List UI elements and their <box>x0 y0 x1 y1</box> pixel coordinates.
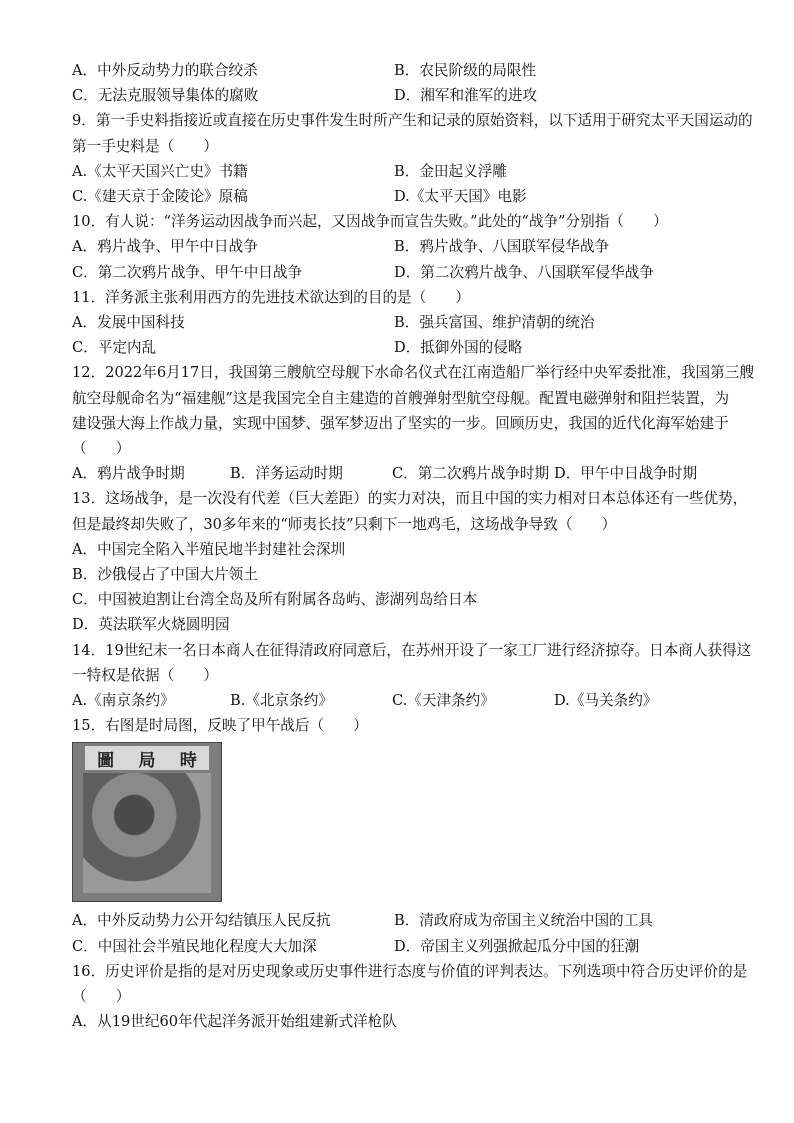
shijutu-figure <box>72 742 222 902</box>
q11-option-a[interactable]: A．发展中国科技 <box>72 314 185 332</box>
q12-stem-line3: 建设强大海上作战力量，实现中国梦、强军梦迈出了坚实的一步。回顾历史，我国的近代化海军始建于 <box>72 414 729 432</box>
q10-option-b[interactable]: B．鸦片战争、八国联军侵华战争 <box>394 238 610 256</box>
q8-options-row1 <box>72 58 726 83</box>
q13-option-a[interactable]: A．中国完全陷入半殖民地半封建社会深圳 <box>72 540 346 558</box>
q8-option-d[interactable]: D．湘军和淮军的进攻 <box>394 87 538 105</box>
q15-option-a[interactable]: A．中外反动势力公开勾结镇压人民反抗 <box>72 912 331 930</box>
q16-option-a[interactable]: A．从19世纪60年代起洋务派开始组建新式洋枪队 <box>72 1013 397 1031</box>
figure-map-image <box>83 773 211 893</box>
q9-option-a[interactable]: A.《太平天国兴亡史》书籍 <box>72 162 248 180</box>
q10-options-row2 <box>72 260 726 285</box>
q12-option-d[interactable]: D．甲午中日战争时期 <box>554 465 698 483</box>
exam-page <box>72 58 754 1035</box>
q8-option-b[interactable]: B．农民阶级的局限性 <box>394 62 537 79</box>
q14-stem-line1: 14．19世纪末一名日本商人在征得清政府同意后，在苏州开设了一家工厂进行经济掠夺。日本商人获得这 <box>72 641 752 659</box>
q11-options-row2 <box>72 335 726 360</box>
q9-options-row2 <box>72 184 726 209</box>
q10-option-a[interactable]: A．鸦片战争、甲午中日战争 <box>72 238 258 256</box>
q11-options-row1 <box>72 310 726 335</box>
q10-option-d[interactable]: D．第二次鸦片战争、八国联军侵华战争 <box>394 263 654 281</box>
q10-options-row1 <box>72 234 726 259</box>
q15-stem: 15．右图是时局图，反映了甲午战后（ ） <box>72 717 368 735</box>
q9-option-c[interactable]: C.《建天京于金陵论》原稿 <box>72 188 248 206</box>
q14-option-a[interactable]: A.《南京条约》 <box>72 692 175 710</box>
q13-stem-line1: 13．这场战争，是一次没有代差（巨大差距）的实力对决，而且中国的实力相对日本总体还有一些优势， <box>72 490 748 508</box>
figure-title <box>85 746 209 770</box>
figure-title-char-3: 時 <box>179 750 197 771</box>
q11-stem: 11．洋务派主张利用西方的先进技术欲达到的目的是（ ） <box>72 288 471 306</box>
q15-options-row2 <box>72 934 726 959</box>
q16-stem-line2: （ ） <box>72 988 131 1006</box>
q14-options-row <box>72 688 726 713</box>
q15-option-c[interactable]: C．中国社会半殖民地化程度大大加深 <box>72 937 317 955</box>
q12-stem-line2: 航空母舰命名为“福建舰”这是我国完全自主建造的首艘弹射型航空母舰。配置电磁弹射和阻拦装置，为 <box>72 389 730 407</box>
q14-stem-line2: 一特权是依据（ ） <box>72 666 218 684</box>
q10-option-c[interactable]: C．第二次鸦片战争、甲午中日战争 <box>72 263 303 281</box>
q13-option-b[interactable]: B．沙俄侵占了中国大片领土 <box>72 566 258 584</box>
q14-option-d[interactable]: D.《马关条约》 <box>554 692 658 710</box>
q11-option-c[interactable]: C．平定内乱 <box>72 339 157 357</box>
q11-option-d[interactable]: D．抵御外国的侵略 <box>394 339 523 357</box>
q8-option-a[interactable]: A．中外反动势力的联合绞杀 <box>72 62 258 79</box>
q13-option-d[interactable]: D．英法联军火烧圆明园 <box>72 616 230 634</box>
figure-title-char-2: 局 <box>138 750 156 771</box>
q12-options-row <box>72 461 726 486</box>
q14-option-b[interactable]: B.《北京条约》 <box>230 692 333 710</box>
q12-option-c[interactable]: C．第二次鸦片战争时期 <box>392 465 550 483</box>
q10-stem: 10．有人说：“洋务运动因战争而兴起，又因战争而宣告失败。”此处的“战争”分别指（ ） <box>72 213 668 231</box>
q9-stem-line2: 第一手史料是（ ） <box>72 137 218 155</box>
q12-option-b[interactable]: B．洋务运动时期 <box>230 465 343 483</box>
q9-option-b[interactable]: B．金田起义浮雕 <box>394 162 507 180</box>
q9-option-d[interactable]: D.《太平天国》电影 <box>394 188 527 206</box>
q8-option-c[interactable]: C．无法克服领导集体的腐败 <box>72 87 259 105</box>
q12-stem-line4: （ ） <box>72 440 131 458</box>
q12-option-a[interactable]: A．鸦片战争时期 <box>72 465 185 483</box>
q15-options-row1 <box>72 908 726 933</box>
q12-stem-line1: 12．2022年6月17日，我国第三艘航空母舰下水命名仪式在江南造船厂举行经中央军委批准，我国第三艘 <box>72 364 754 382</box>
figure-title-char-1: 圖 <box>97 750 115 771</box>
q13-stem-line2: 但是最终却失败了，30多年来的“师夷长技”只剩下一地鸡毛，这场战争导致（ ） <box>72 515 617 533</box>
q15-option-d[interactable]: D．帝国主义列强掀起瓜分中国的狂潮 <box>394 937 640 955</box>
q15-option-b[interactable]: B．清政府成为帝国主义统治中国的工具 <box>394 912 653 930</box>
q14-option-c[interactable]: C.《天津条约》 <box>392 692 495 710</box>
q16-stem-line1: 16．历史评价是指的是对历史现象或历史事件进行态度与价值的评判表达。下列选项中符合历史评价的是 <box>72 962 748 980</box>
q13-option-c[interactable]: C．中国被迫割让台湾全岛及所有附属各岛屿、澎湖列岛给日本 <box>72 591 478 609</box>
q9-stem-line1: 9．第一手史料指接近或直接在历史事件发生时所产生和记录的原始资料，以下适用于研究太平天国运动的 <box>72 112 753 130</box>
q8-options-row2 <box>72 83 726 108</box>
q9-options-row1 <box>72 159 726 184</box>
q11-option-b[interactable]: B．强兵富国、维护清朝的统治 <box>394 314 595 332</box>
